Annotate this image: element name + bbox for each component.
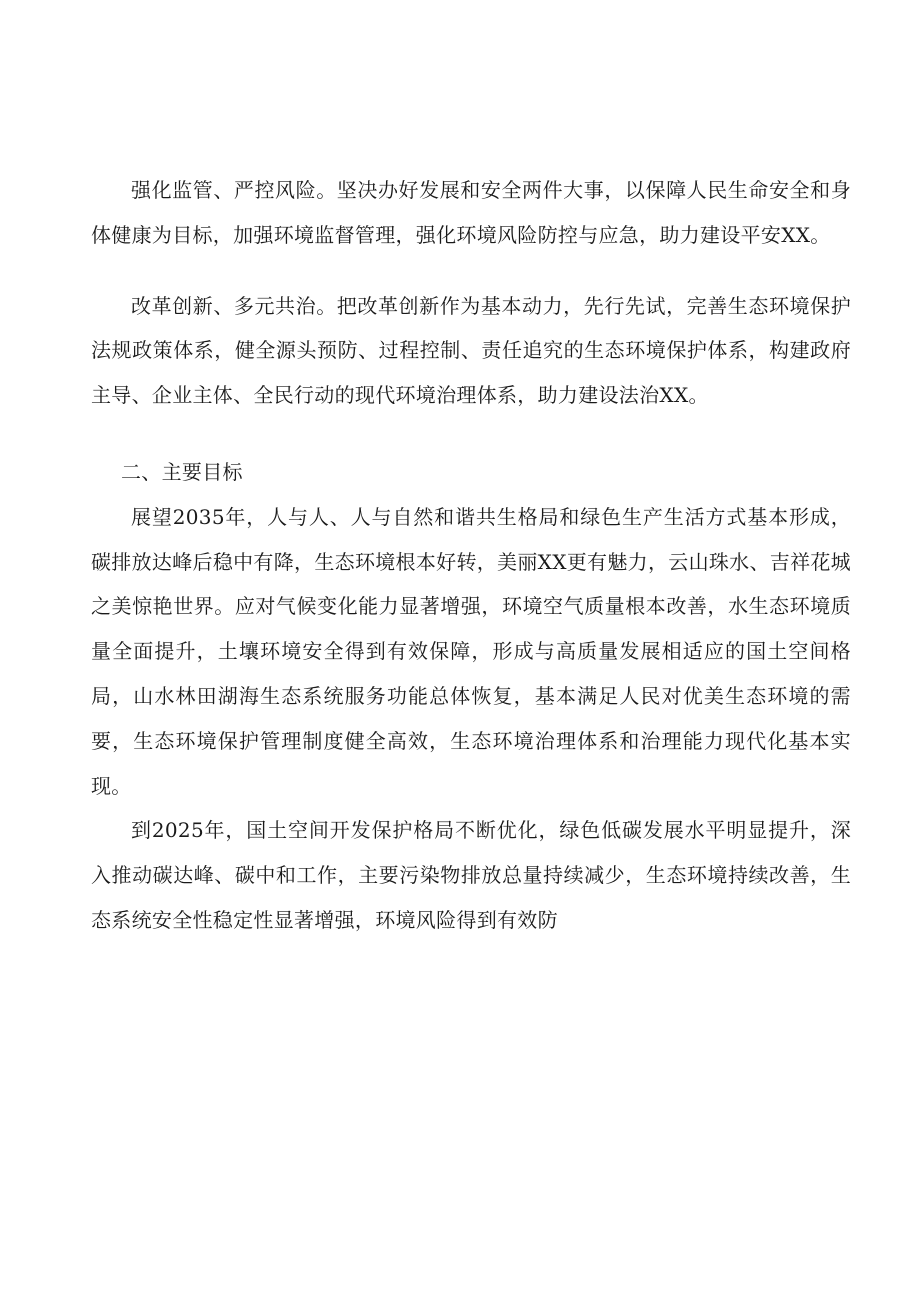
paragraph-reform-innovation: 改革创新、多元共治。把改革创新作为基本动力，先行先试，完善生态环境保护法规政策体系，健全源头预防、过程控制、责任追究的生态环境保护体系，构建政府主导、企业主体、全民行动的现代环境治理体系，助力建设法治XX。 [91,293,851,408]
paragraph-2025-targets: 到2025年，国土空间开发保护格局不断优化，绿色低碳发展水平明显提升，深入推动碳达峰、碳中和工作，主要污染物排放总量持续减少，生态环境持续改善，生态系统安全性稳定性显著增强，环境风险得到有效防 [91,818,851,932]
section-heading-main-goals: 二、主要目标 [121,459,243,484]
paragraph-2035-outlook: 展望2035年，人与人、人与自然和谐共生格局和绿色生产生活方式基本形成，碳排放达峰后稳中有降，生态环境根本好转，美丽XX更有魅力，云山珠水、吉祥花城之美惊艳世界。应对气候变化能力显著增强，环境空气质量根本改善，水生态环境质量全面提升，土壤环境安全得到有效保障，形成与高质量发展相适应的国土空间格局，山水林田湖海生态系统服务功能总体恢复，基本满足人民对优美生态环境的需要，生态环境保护管理制度健全高效，生态环境治理体系和治理能力现代化基本实现。 [91,504,851,798]
paragraph-risk-control: 强化监管、严控风险。坚决办好发展和安全两件大事，以保障人民生命安全和身体健康为目标，加强环境监督管理，强化环境风险防控与应急，助力建设平安XX。 [91,178,851,247]
document-body [91,168,851,943]
